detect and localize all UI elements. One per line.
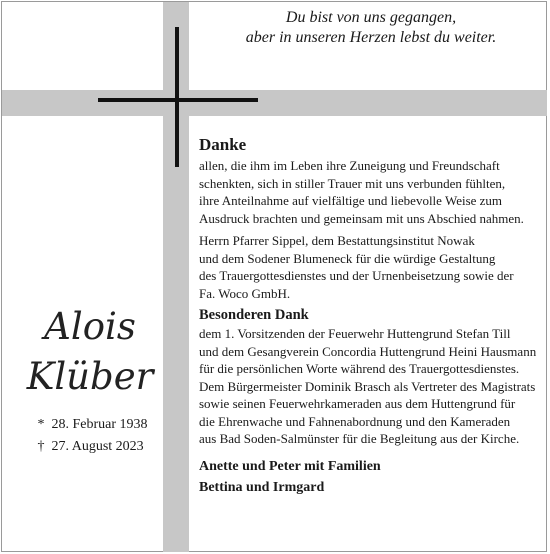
memorial-quote bbox=[212, 8, 530, 48]
text-line: sowie seinen Feuerwehrkameraden aus dem Huttengrund für bbox=[199, 396, 516, 411]
text-line: Herrn Pfarrer Sippel, dem Bestattungsinstitut Nowak bbox=[199, 233, 475, 248]
last-name: Klüber bbox=[26, 355, 154, 398]
thanks-heading: Danke bbox=[199, 135, 247, 154]
quote-line-1: Du bist von uns gegangen, bbox=[285, 9, 457, 26]
text-line: allen, die ihm im Leben ihre Zuneigung und Freundschaft bbox=[199, 158, 500, 173]
text-line: und dem Gesangverein Concordia Huttengrund Heini Hausmann bbox=[199, 343, 537, 359]
death-symbol: † bbox=[37, 439, 45, 454]
deceased-name bbox=[20, 302, 160, 402]
thanks-paragraph-1 bbox=[199, 157, 534, 227]
text-line: dem 1. Vorsitzenden der Feuerwehr Huttengrund Stefan Till bbox=[199, 326, 511, 341]
text-line: Dem Bürgermeister Dominik Brasch als Vertreter des Magistrats bbox=[199, 378, 536, 394]
text-line: für die persönlichen Worte während des Trauergottesdienstes. bbox=[199, 361, 520, 376]
signature bbox=[199, 456, 534, 498]
text-line: die Ehrenwache und Fahnenabordnung und den Kameraden bbox=[199, 413, 511, 429]
text-line: Ausdruck brachten und gemeinsam mit uns Abschied nahmen. bbox=[199, 210, 524, 226]
quote-line-2: aber in unseren Herzen lebst du weiter. bbox=[245, 29, 497, 46]
text-line: schenkten, sich in stiller Trauer mit uns verbunden fühlten, bbox=[199, 175, 506, 191]
signature-line-1: Anette und Peter mit Familien bbox=[199, 458, 381, 474]
thanks-paragraph-2 bbox=[199, 232, 534, 302]
birth-symbol: * bbox=[37, 417, 45, 432]
text-line: und dem Sodener Blumeneck für die würdige Gestaltung bbox=[199, 250, 496, 266]
text-line: des Trauergottesdienstes und der Urnenbeisetzung sowie der bbox=[199, 268, 514, 283]
special-thanks-heading: Besonderen Dank bbox=[199, 307, 309, 323]
birth-date: 28. Februar 1938 bbox=[51, 417, 148, 432]
text-line: Fa. Woco GmbH. bbox=[199, 285, 291, 301]
text-line: aus Bad Soden-Salmünster für die Begleitung aus der Kirche. bbox=[199, 431, 520, 446]
first-name: Alois bbox=[44, 305, 136, 348]
horizontal-gray-band bbox=[2, 90, 547, 116]
thanks-section bbox=[199, 134, 537, 498]
special-thanks-paragraph bbox=[199, 325, 537, 448]
cross-icon-horizontal bbox=[98, 98, 258, 102]
signature-line-2: Bettina und Irmgard bbox=[199, 479, 325, 495]
death-row bbox=[34, 436, 148, 458]
birth-row bbox=[34, 414, 148, 436]
life-dates bbox=[34, 414, 148, 458]
cross-icon-vertical bbox=[175, 27, 179, 167]
death-date: 27. August 2023 bbox=[51, 439, 144, 454]
text-line: ihre Anteilnahme auf vielfältige und liebevolle Weise zum bbox=[199, 193, 503, 208]
